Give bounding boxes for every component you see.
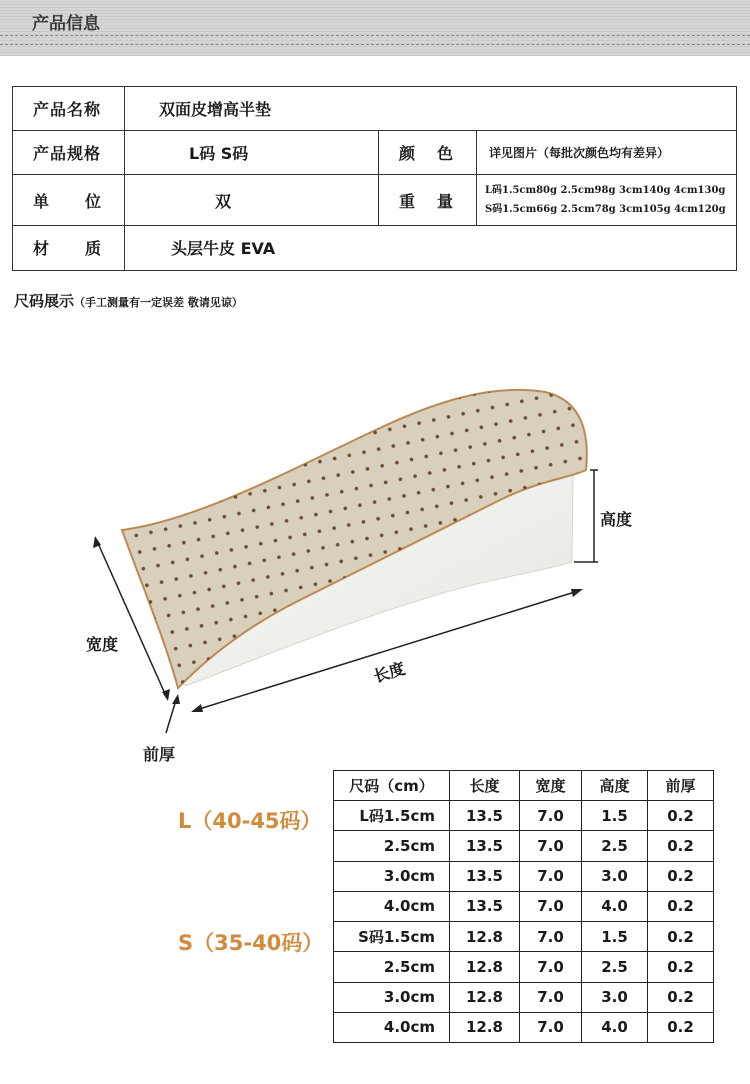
header-size: 尺码（cm） (334, 771, 450, 801)
size-cell: S码1.5cm (334, 922, 450, 952)
name-label: 产品名称 (13, 87, 125, 131)
material-label: 材 质 (13, 225, 125, 270)
front-cell: 0.2 (648, 952, 714, 982)
length-cell: 13.5 (450, 831, 520, 861)
height-cell: 1.5 (582, 801, 648, 831)
width-cell: 7.0 (520, 801, 582, 831)
height-cell: 2.5 (582, 952, 648, 982)
width-label: 宽度 (86, 635, 119, 654)
height-cell: 3.0 (582, 982, 648, 1012)
height-cell: 3.0 (582, 861, 648, 891)
weight-l-line: L码1.5cm80g 2.5cm98g 3cm140g 4cm130g (485, 185, 726, 197)
table-row (334, 861, 714, 891)
arrow-head (191, 704, 203, 712)
weight-s-line: S码1.5cm66g 2.5cm78g 3cm105g 4cm120g (485, 204, 726, 216)
weight-label: 重 量 (379, 175, 477, 225)
width-cell: 7.0 (520, 1012, 582, 1042)
size-cell: 4.0cm (334, 1012, 450, 1042)
length-cell: 13.5 (450, 861, 520, 891)
length-cell: 13.5 (450, 801, 520, 831)
height-cell: 4.0 (582, 891, 648, 921)
table-row (334, 952, 714, 982)
height-cell: 4.0 (582, 1012, 648, 1042)
size-table (333, 770, 714, 1043)
front-cell: 0.2 (648, 831, 714, 861)
front-cell: 0.2 (648, 1012, 714, 1042)
header-front: 前厚 (648, 771, 714, 801)
divider (0, 44, 750, 45)
size-cell: 3.0cm (334, 861, 450, 891)
header-width: 宽度 (520, 771, 582, 801)
length-cell: 13.5 (450, 891, 520, 921)
header-length: 长度 (450, 771, 520, 801)
weight-value (477, 175, 737, 225)
color-value: 详见图片（每批次颜色均有差异） (477, 131, 737, 175)
size-table-body (334, 801, 714, 1043)
spec-label: 产品规格 (13, 131, 125, 175)
divider (0, 35, 750, 36)
size-cell: 3.0cm (334, 982, 450, 1012)
height-cell: 1.5 (582, 922, 648, 952)
product-info-table (12, 86, 737, 271)
arrow-head (172, 694, 180, 704)
length-label: 长度 (371, 658, 408, 687)
name-value: 双面皮增高半垫 (125, 87, 737, 131)
table-row (334, 831, 714, 861)
length-cell: 12.8 (450, 982, 520, 1012)
unit-label: 单 位 (13, 175, 125, 225)
table-row (334, 891, 714, 921)
table-row (334, 801, 714, 831)
table-row (13, 131, 737, 175)
front-cell: 0.2 (648, 861, 714, 891)
table-row (13, 87, 737, 131)
color-label: 颜 色 (379, 131, 477, 175)
material-value: 头层牛皮 EVA (125, 225, 737, 270)
length-cell: 12.8 (450, 952, 520, 982)
arrow-head (571, 589, 583, 597)
size-table-header-row (334, 771, 714, 801)
spec-value: L码 S码 (125, 131, 379, 175)
front-cell: 0.2 (648, 922, 714, 952)
l-size-group-label: L（40-45码） (178, 809, 322, 833)
size-cell: 4.0cm (334, 891, 450, 921)
front-cell: 0.2 (648, 891, 714, 921)
size-cell: 2.5cm (334, 831, 450, 861)
size-cell: 2.5cm (334, 952, 450, 982)
s-size-group-label: S（35-40码） (178, 931, 324, 955)
table-row (13, 225, 737, 270)
front-pointer (166, 700, 176, 733)
table-row (13, 175, 737, 225)
size-section-note: （手工测量有一定误差 敬请见谅） (74, 296, 243, 309)
width-cell: 7.0 (520, 952, 582, 982)
front-cell: 0.2 (648, 801, 714, 831)
front-thickness-label: 前厚 (143, 745, 176, 764)
table-row (334, 1012, 714, 1042)
insole-illustration (0, 370, 750, 770)
front-cell: 0.2 (648, 982, 714, 1012)
unit-value: 双 (125, 175, 379, 225)
width-cell: 7.0 (520, 861, 582, 891)
length-cell: 12.8 (450, 922, 520, 952)
width-cell: 7.0 (520, 891, 582, 921)
table-row (334, 982, 714, 1012)
header-height: 高度 (582, 771, 648, 801)
height-label: 高度 (600, 510, 633, 529)
width-cell: 7.0 (520, 831, 582, 861)
width-cell: 7.0 (520, 922, 582, 952)
width-cell: 7.0 (520, 982, 582, 1012)
size-section-heading (14, 290, 243, 311)
size-section-title: 尺码展示 (14, 292, 75, 310)
size-cell: L码1.5cm (334, 801, 450, 831)
length-cell: 12.8 (450, 1012, 520, 1042)
height-cell: 2.5 (582, 831, 648, 861)
section-title: 产品信息 (32, 14, 100, 34)
table-row (334, 922, 714, 952)
section-header (0, 0, 750, 56)
